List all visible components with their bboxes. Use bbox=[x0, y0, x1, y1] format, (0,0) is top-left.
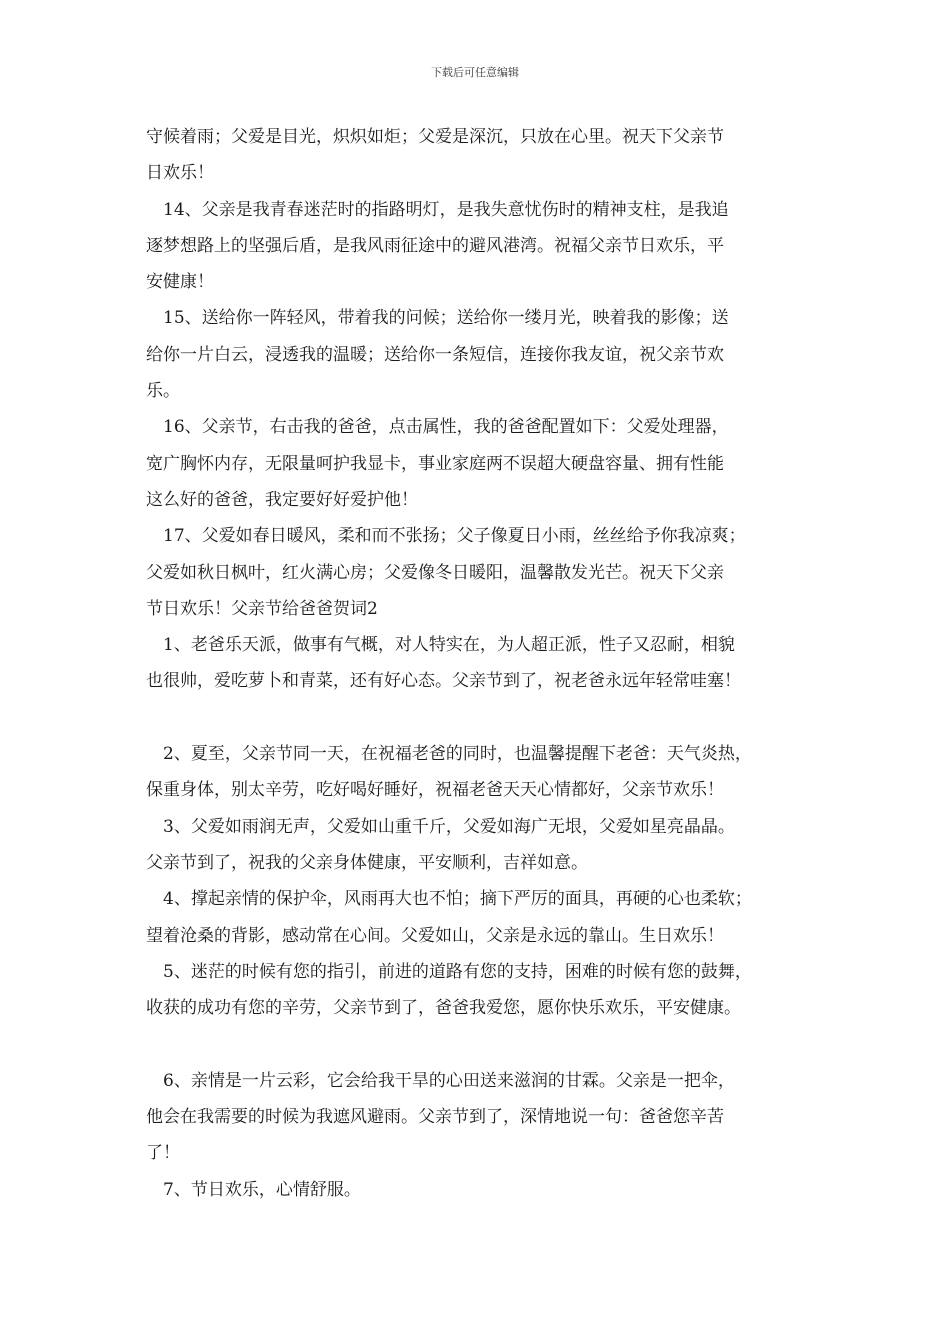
text-line: 乐。 bbox=[146, 381, 180, 402]
text-line: 收获的成功有您的辛劳，父亲节到了，爸爸我爱您，愿你快乐欢乐，平安健康。 bbox=[146, 998, 741, 1019]
text-line: 逐梦想路上的坚强后盾，是我风雨征途中的避风港湾。祝福父亲节日欢乐，平 bbox=[146, 235, 724, 256]
blank-line bbox=[146, 700, 826, 736]
text-line: 16、父亲节，右击我的爸爸，点击属性，我的爸爸配置如下：父爱处理器， bbox=[163, 417, 729, 438]
text-line: 7、节日欢乐，心情舒服。 bbox=[163, 1179, 361, 1200]
text-line: 安健康！ bbox=[146, 272, 214, 293]
text-line: 6、亲情是一片云彩，它会给我干旱的心田送来滋润的甘霖。父亲是一把伞， bbox=[163, 1070, 735, 1091]
text-line: 2、夏至，父亲节同一天，在祝福老爸的同时，也温馨提醒下老爸：天气炎热， bbox=[163, 744, 752, 765]
text-line: 3、父爱如雨润无声，父爱如山重千斤，父爱如海广无垠，父爱如星亮晶晶。 bbox=[163, 816, 735, 837]
text-line: 5、迷茫的时候有您的指引，前进的道路有您的支持，困难的时候有您的鼓舞， bbox=[163, 961, 752, 982]
text-line: 14、父亲是我青春迷茫时的指路明灯，是我失意忧伤时的精神支柱，是我追 bbox=[163, 199, 729, 220]
text-line: 17、父爱如春日暖风，柔和而不张扬；父子像夏日小雨，丝丝给予你我凉爽； bbox=[163, 526, 746, 547]
text-line: 15、送给你一阵轻风，带着我的问候；送给你一缕月光，映着我的影像；送 bbox=[163, 308, 729, 329]
text-line: 宽广胸怀内存，无限量呵护我显卡，事业家庭两不误超大硬盘容量、拥有性能 bbox=[146, 453, 724, 474]
text-line: 望着沧桑的背影，感动常在心间。父爱如山，父亲是永远的靠山。生日欢乐！ bbox=[146, 925, 724, 946]
text-line: 父亲节到了，祝我的父亲身体健康，平安顺利，吉祥如意。 bbox=[146, 852, 588, 873]
text-line: 保重身体，别太辛劳，吃好喝好睡好，祝福老爸天天心情都好，父亲节欢乐！ bbox=[146, 780, 724, 801]
text-line: 他会在我需要的时候为我遮风避雨。父亲节到了，深情地说一句：爸爸您辛苦 bbox=[146, 1107, 724, 1128]
text-line: 节日欢乐！父亲节给爸爸贺词2 bbox=[146, 598, 378, 619]
text-line: 也很帅，爱吃萝卜和青菜，还有好心态。父亲节到了，祝老爸永远年轻常哇塞！ bbox=[146, 671, 741, 692]
text-line: 给你一片白云，浸透我的温暖；送给你一条短信，连接你我友谊，祝父亲节欢 bbox=[146, 344, 724, 365]
document-body bbox=[146, 119, 826, 1208]
text-line: 这么好的爸爸，我定要好好爱护他！ bbox=[146, 489, 418, 510]
text-line: 1、老爸乐天派，做事有气概，对人特实在，为人超正派，性子又忍耐，相貌 bbox=[163, 635, 735, 656]
text-line: 日欢乐！ bbox=[146, 163, 214, 184]
text-line: 了！ bbox=[146, 1143, 180, 1164]
page-header: 下载后可任意编辑 bbox=[431, 66, 519, 79]
text-line: 父爱如秋日枫叶，红火满心房；父爱像冬日暖阳，温馨散发光芒。祝天下父亲 bbox=[146, 562, 724, 583]
text-line: 4、撑起亲情的保护伞，风雨再大也不怕；摘下严厉的面具，再硬的心也柔软； bbox=[163, 889, 752, 910]
blank-line bbox=[146, 1026, 826, 1062]
text-line: 守候着雨；父爱是目光，炽炽如炬；父爱是深沉，只放在心里。祝天下父亲节 bbox=[146, 127, 724, 147]
